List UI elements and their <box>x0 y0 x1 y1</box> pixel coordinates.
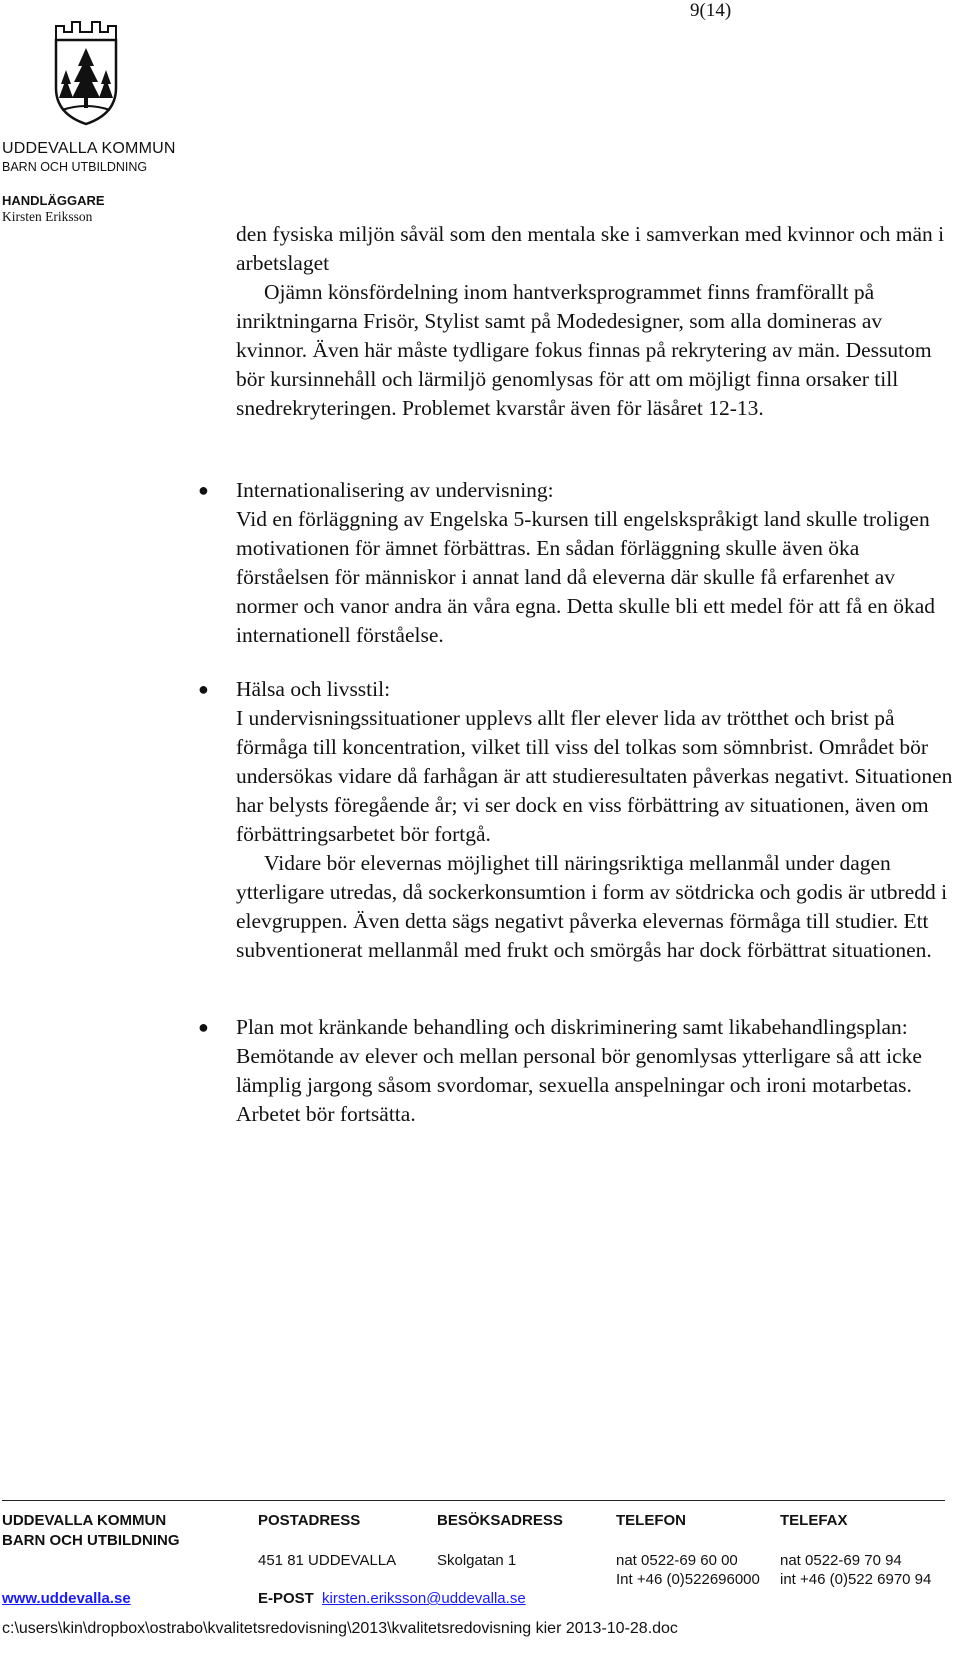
file-path: c:\users\kin\dropbox\ostrabo\kvalitetsredovisning\2013\kvalitetsredovisning kier 2013-10-28.doc <box>2 1620 678 1637</box>
postal-label: POSTADRESS <box>258 1512 361 1529</box>
website-link[interactable]: www.uddevalla.se <box>2 1590 131 1607</box>
bullet-text: Bemötande av elever och mellan personal bör genomlysas ytterligare så att icke lämplig jargong såsom svordomar, sexuella anspelningar och ironi motarbetas. Arbetet bör fortsätta. <box>236 1044 922 1126</box>
phone-label: TELEFON <box>616 1512 686 1529</box>
postal-value: 451 81 UDDEVALLA <box>258 1552 397 1569</box>
intro-paragraph: Ojämn könsfördelning inom hantverksprogrammet finns framförallt på inriktningarna Frisör, Stylist samt på Modedesigner, som alla domineras av kvinnor. Även här måste tydligare fokus finnas på rekrytering av män. Dessutom bör kursinnehåll och lärmiljö genomlysas för att om möjligt finna orsaker till snedrekryteringen. Problemet kvarstår även för läsåret 12-13. <box>236 280 932 420</box>
phone-int: Int +46 (0)522696000 <box>616 1571 760 1588</box>
footer-divider <box>2 1500 945 1501</box>
bullet-heading: Hälsa och livsstil: <box>236 677 391 701</box>
footer-dept: BARN OCH UTBILDNING <box>2 1532 180 1549</box>
handler-label: HANDLÄGGARE <box>2 193 105 208</box>
bullet-icon: ● <box>198 480 209 500</box>
bullet-heading: Plan mot kränkande behandling och diskriminering samt likabehandlingsplan: <box>236 1015 908 1039</box>
bullet-text: I undervisningssituationer upplevs allt fler elever lida av trötthet och brist på förmåga till koncentration, vilket till viss del tolkas som sömnbrist. Området bör undersökas vidare då farhågan är att studieresultaten påverkas negativt. Situationen har belysts föregående år; vi ser dock en viss förbättring av situationen, även om förbättringsarbetet bör fortgå. <box>236 706 953 846</box>
bullet-icon: ● <box>198 679 209 699</box>
organization-name: UDDEVALLA KOMMUN <box>2 140 176 157</box>
page-number: 9(14) <box>690 0 732 21</box>
fax-int: int +46 (0)522 6970 94 <box>780 1571 932 1588</box>
bullet-icon: ● <box>198 1017 209 1037</box>
fax-nat: nat 0522-69 70 94 <box>780 1552 902 1569</box>
department-name: BARN OCH UTBILDNING <box>2 160 148 174</box>
intro-section <box>236 220 956 423</box>
bullet-heading: Internationalisering av undervisning: <box>236 478 554 502</box>
bullet-text: Vidare bör elevernas möjlighet till näringsriktiga mellanmål under dagen ytterligare utredas, då sockerkonsumtion i form av sötdricka och godis är utbredd i elevgruppen. Även detta sägs negativt påverka elevernas förmåga till studier. Ett subventionerat mellanmål med frukt och smörgås har dock förbättrat situationen. <box>236 851 948 962</box>
intro-paragraph: den fysiska miljön såväl som den mentala ske i samverkan med kvinnor och män i arbetslaget <box>236 222 945 275</box>
visit-label: BESÖKSADRESS <box>437 1512 563 1529</box>
bullet-item <box>198 675 956 965</box>
handler-name: Kirsten Eriksson <box>2 209 93 224</box>
coat-of-arms-logo <box>52 18 120 128</box>
bullet-item <box>198 476 956 650</box>
phone-nat: nat 0522-69 60 00 <box>616 1552 738 1569</box>
visit-value: Skolgatan 1 <box>437 1552 517 1569</box>
bullet-item <box>198 1013 956 1129</box>
footer-org: UDDEVALLA KOMMUN <box>2 1512 167 1529</box>
fax-label: TELEFAX <box>780 1512 848 1529</box>
email-link[interactable]: kirsten.eriksson@uddevalla.se <box>322 1590 526 1607</box>
bullet-text: Vid en förläggning av Engelska 5-kursen till engelskspråkigt land skulle troligen motivationen för ämnet förbättras. En sådan förläggning skulle även öka förståelsen för människor i annat land då eleverna där skulle få erfarenhet av normer och vanor andra än våra egna. Detta skulle bli ett medel för att få en ökad internationell förståelse. <box>236 507 936 647</box>
email-label: E-POST <box>258 1590 314 1607</box>
